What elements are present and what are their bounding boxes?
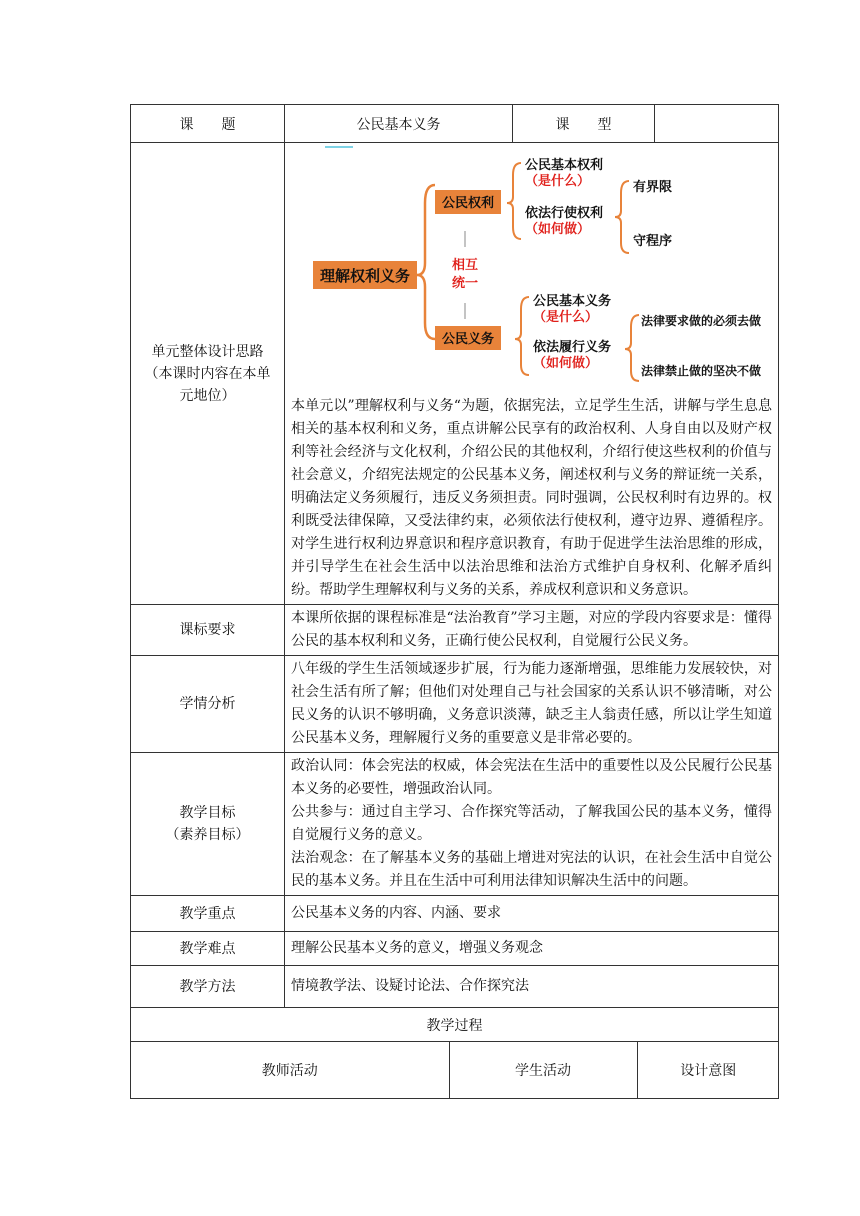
- unit-label-line2: （本课时内容在本单: [144, 365, 271, 382]
- goals-label-line2: （素养目标）: [165, 827, 250, 843]
- unit-label-line1: 单元整体设计思路: [151, 343, 264, 360]
- header-row: [131, 105, 779, 143]
- topic-value: 公民基本义务: [285, 105, 513, 143]
- type-label: 课 型: [513, 105, 655, 143]
- process-columns: [131, 1042, 779, 1098]
- curriculum-row: [131, 605, 779, 656]
- lesson-plan-table: [130, 104, 779, 1099]
- methods-text: 情境教学法、设疑讨论法、合作探究法: [285, 966, 779, 1008]
- col-student-activity: 学生活动: [449, 1042, 637, 1098]
- goal-legal: 法治观念：在了解基本义务的基础上增进对宪法的认识，在社会生活中自觉公民的基本义务。并且在生活中可利用法律知识解决生活中的问题。: [291, 850, 772, 889]
- rights-label: 公民权利: [441, 196, 495, 211]
- rights-basic: 公民基本权利: [525, 158, 604, 173]
- rights-duties-mindmap: [285, 143, 777, 393]
- must-do-label: 法律要求做的必须去做: [641, 314, 762, 328]
- must-not-label: 法律禁止做的坚决不做: [641, 364, 762, 378]
- students-row: [131, 656, 779, 753]
- rights-basic-question: （是什么）: [525, 174, 591, 189]
- mutual-line2: 统一: [451, 276, 479, 291]
- curriculum-text: 本课所依据的课程标准是“法治教育”学习主题，对应的学段内容要求是：懂得公民的基本权利和义务，正确行使公民权利，自觉履行公民义务。: [285, 605, 779, 656]
- rights-exercise: 依法行使权利: [525, 206, 604, 221]
- topic-label: 课 题: [131, 105, 285, 143]
- students-label: 学情分析: [131, 656, 285, 753]
- process-header-row: [131, 1042, 779, 1099]
- curriculum-label: 课标要求: [131, 605, 285, 656]
- limit-label: 有界限: [633, 180, 673, 195]
- difficulties-label: 教学难点: [131, 932, 285, 966]
- methods-row: [131, 966, 779, 1008]
- root-label: 理解权利义务: [319, 267, 411, 285]
- process-title: 教学过程: [131, 1008, 779, 1042]
- goals-label: [131, 753, 285, 896]
- duties-fulfill-question: （如何做）: [533, 356, 599, 371]
- goal-participation: 公共参与：通过自主学习、合作探究等活动，了解我国公民的基本义务，懂得自觉履行义务的意义。: [291, 804, 772, 843]
- duties-basic: 公民基本义务: [533, 294, 612, 309]
- unit-row: [131, 143, 779, 605]
- goal-political: 政治认同：体会宪法的权威，体会宪法在生活中的重要性以及公民履行公民基本义务的必要性，增强政治认同。: [291, 758, 772, 797]
- procedure-label: 守程序: [633, 234, 673, 249]
- duties-basic-question: （是什么）: [533, 310, 599, 325]
- difficulties-text: 理解公民基本义务的意义，增强义务观念: [285, 932, 779, 966]
- key-points-label: 教学重点: [131, 896, 285, 932]
- difficulties-row: [131, 932, 779, 966]
- unit-label-line3: 元地位）: [179, 387, 236, 404]
- students-text: 八年级的学生生活领域逐步扩展，行为能力逐渐增强，思维能力发展较快，对社会生活有所了解；但他们对处理自己与社会国家的关系认识不够清晰，对公民义务的认识不够明确，义务意识淡薄，缺乏主人翁责任感，所以让学生知道公民基本义务，理解履行义务的重要意义是非常必要的。: [285, 656, 779, 753]
- mutual-line1: 相互: [451, 258, 479, 273]
- duties-fulfill: 依法履行义务: [533, 340, 612, 355]
- duties-label: 公民义务: [441, 332, 495, 347]
- goals-content: [285, 753, 779, 896]
- unit-text: 本单元以”理解权利与义务“为题，依据宪法，立足学生生活，讲解与学生息息相关的基本权利和义务，重点讲解公民享有的政治权利、人身自由以及财产权利等社会经济与文化权利，介绍公民的其他权利，介绍行使这些权利的价值与社会意义，介绍宪法规定的公民基本义务，阐述权利与义务的辩证统一关系，明确法定义务须履行，违反义务须担责。同时强调，公民权利时有边界的。权利既受法律保障，又受法律约束，必须依法行使权利，遵守边界、遵循程序。对学生进行权利边界意识和程序意识教育，有助于促进学生法治思维的形成，并引导学生在社会生活中以法治思维和法治方式维护自身权利、化解矛盾纠纷。帮助学生理解权利与义务的关系，养成权利意识和义务意识。: [291, 398, 772, 598]
- goals-label-line1: 教学目标: [179, 805, 236, 821]
- process-title-row: [131, 1008, 779, 1042]
- key-points-row: [131, 896, 779, 932]
- col-teacher-activity: 教师活动: [261, 1063, 318, 1079]
- col-design-intent: 设计意图: [637, 1042, 779, 1098]
- key-points-text: 公民基本义务的内容、内涵、要求: [285, 896, 779, 932]
- unit-label: [131, 143, 285, 605]
- rights-exercise-question: （如何做）: [525, 222, 591, 237]
- unit-content: [285, 143, 779, 605]
- goals-row: [131, 753, 779, 896]
- type-value: [655, 105, 779, 143]
- methods-label: 教学方法: [131, 966, 285, 1008]
